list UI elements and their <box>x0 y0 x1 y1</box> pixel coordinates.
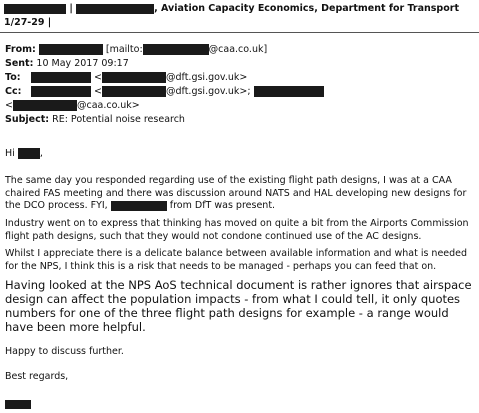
sent-label: Sent: <box>5 58 34 69</box>
sent-row <box>5 58 129 69</box>
paragraph-1 <box>5 175 477 213</box>
to-row <box>5 72 247 83</box>
cc2-domain: @caa.co.uk> <box>76 100 140 111</box>
sent-value: 10 May 2017 09:17 <box>36 58 129 69</box>
cc-domain: @dft.gsi.gov.uk>; <box>166 86 251 97</box>
cc-label: Cc: <box>5 86 22 97</box>
greeting-end: , <box>39 148 43 159</box>
paragraph-2: Industry went on to express that thinking has moved on quite a bit from the Airports Commission flight path designs, such that they would not condone continued use of the AC designs. <box>5 218 469 242</box>
header-line: | , Aviation Capacity Economics, Department for Transport <box>4 3 459 14</box>
from-row <box>5 44 267 55</box>
subject-value: RE: Potential noise research <box>52 114 185 125</box>
redaction <box>111 201 167 211</box>
redaction <box>102 86 166 97</box>
para1-end: from DfT was present. <box>169 200 276 211</box>
paragraph-4: Having looked at the NPS AoS technical document is rather ignores that airspace design can affect the population impacts - from what I could tell, it only quotes numbers for one of the three flight path designs for example - a range would have been more helpful. <box>5 278 472 334</box>
redaction <box>39 44 103 55</box>
redaction <box>102 72 166 83</box>
ref-text: 1/27-29 | <box>4 17 52 28</box>
from-domain: @caa.co.uk] <box>208 44 268 55</box>
subject-row <box>5 114 185 125</box>
paragraph-3: Whilst I appreciate there is a delicate balance between available information and what is needed for the NPS, I think this is a risk that needs to be managed - perhaps you can feed that on. <box>5 248 468 272</box>
redaction <box>76 4 154 14</box>
redaction <box>4 4 66 14</box>
header-ref <box>4 17 51 28</box>
from-mailto: [mailto: <box>105 44 143 55</box>
redaction <box>254 86 324 97</box>
redaction <box>18 148 40 159</box>
header-divider <box>0 32 479 33</box>
greeting <box>5 148 43 159</box>
greeting-text: Hi <box>5 148 15 159</box>
subject-label: Subject: <box>5 114 50 125</box>
from-label: From: <box>5 44 36 55</box>
cc-row <box>5 86 324 97</box>
cc2-row <box>5 100 140 111</box>
para1-text: The same day you responded regarding use of the existing flight path designs, I was at a CAA chaired FAS meeting and there was discussion around NATS and HAL developing new designs for the DCO process. FYI, <box>5 175 467 211</box>
cc2-lt: < <box>5 100 13 111</box>
closing-1: Happy to discuss further. <box>5 346 124 357</box>
to-label: To: <box>5 72 21 83</box>
to-domain: @dft.gsi.gov.uk> <box>166 72 248 83</box>
redaction <box>143 44 209 55</box>
redaction <box>31 72 91 83</box>
signature-redaction <box>5 394 31 413</box>
to-lt: < <box>94 72 102 83</box>
cc-lt: < <box>94 86 102 97</box>
redaction <box>13 100 77 111</box>
redaction <box>31 86 91 97</box>
closing-2: Best regards, <box>5 371 69 382</box>
department-text: , Aviation Capacity Economics, Department for Transport <box>154 3 459 14</box>
